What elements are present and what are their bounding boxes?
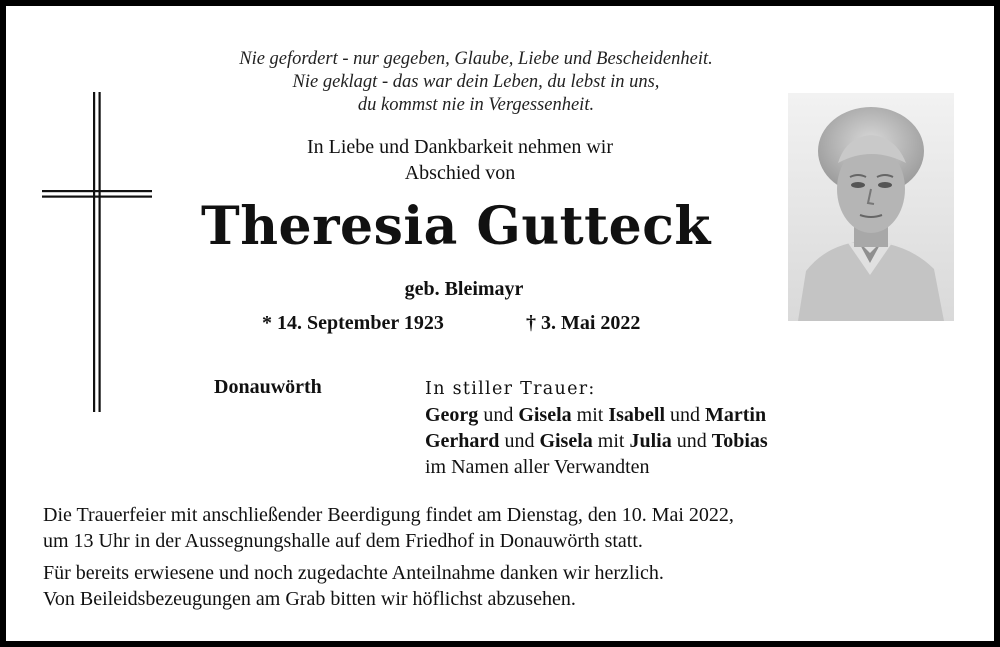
notice-line: Von Beileidsbezeugungen am Grab bitten wir höflichst abzusehen. bbox=[43, 588, 576, 610]
motto-line: Nie geklagt - das war dein Leben, du lebst in uns, bbox=[292, 72, 660, 92]
mourner-name: Julia bbox=[629, 430, 672, 452]
mourners-line bbox=[425, 428, 768, 454]
obituary-card bbox=[6, 6, 994, 641]
deceased-name: Theresia Gutteck bbox=[201, 196, 711, 257]
mourner-name: Isabell bbox=[608, 404, 666, 426]
connector-text: und bbox=[671, 430, 712, 452]
mourner-name: Tobias bbox=[711, 430, 768, 452]
mourner-name: Gisela bbox=[539, 430, 593, 452]
connector-text: und bbox=[499, 430, 540, 452]
notice-line: Die Trauerfeier mit anschließender Beerdigung findet am Dienstag, den 10. Mai 2022, bbox=[43, 504, 734, 526]
mourners-line bbox=[425, 402, 768, 428]
connector-text: und bbox=[478, 404, 519, 426]
mourner-name: Martin bbox=[705, 404, 767, 426]
intro-text bbox=[6, 134, 914, 186]
mourner-name: Gerhard bbox=[425, 430, 500, 452]
motto-line: Nie gefordert - nur gegeben, Glaube, Liebe und Bescheidenheit. bbox=[239, 49, 713, 69]
funeral-notice bbox=[43, 502, 734, 612]
connector-text: mit bbox=[592, 430, 630, 452]
birth-name: geb. Bleimayr bbox=[404, 278, 524, 300]
intro-line: Abschied von bbox=[404, 162, 516, 184]
mourners-relatives: im Namen aller Verwandten bbox=[425, 456, 650, 478]
intro-line: In Liebe und Dankbarkeit nehmen wir bbox=[306, 136, 613, 158]
portrait-drawing bbox=[788, 93, 954, 321]
residence-place: Donauwörth bbox=[214, 376, 322, 398]
mourner-name: Georg bbox=[425, 404, 479, 426]
portrait-photo bbox=[788, 93, 954, 321]
notice-line: Für bereits erwiesene und noch zugedachte Anteilnahme danken wir herzlich. bbox=[43, 562, 664, 584]
mourners-block bbox=[425, 376, 768, 480]
connector-text: und bbox=[665, 404, 706, 426]
motto-line: du kommst nie in Vergessenheit. bbox=[357, 95, 595, 115]
notice-line: um 13 Uhr in der Aussegnungshalle auf dem Friedhof in Donauwörth statt. bbox=[43, 530, 643, 552]
birth-date: * 14. September 1923 bbox=[262, 312, 444, 334]
mourners-heading: In stiller Trauer: bbox=[425, 379, 596, 399]
death-date: † 3. Mai 2022 bbox=[526, 312, 641, 334]
connector-text: mit bbox=[571, 404, 609, 426]
mourner-name: Gisela bbox=[518, 404, 572, 426]
